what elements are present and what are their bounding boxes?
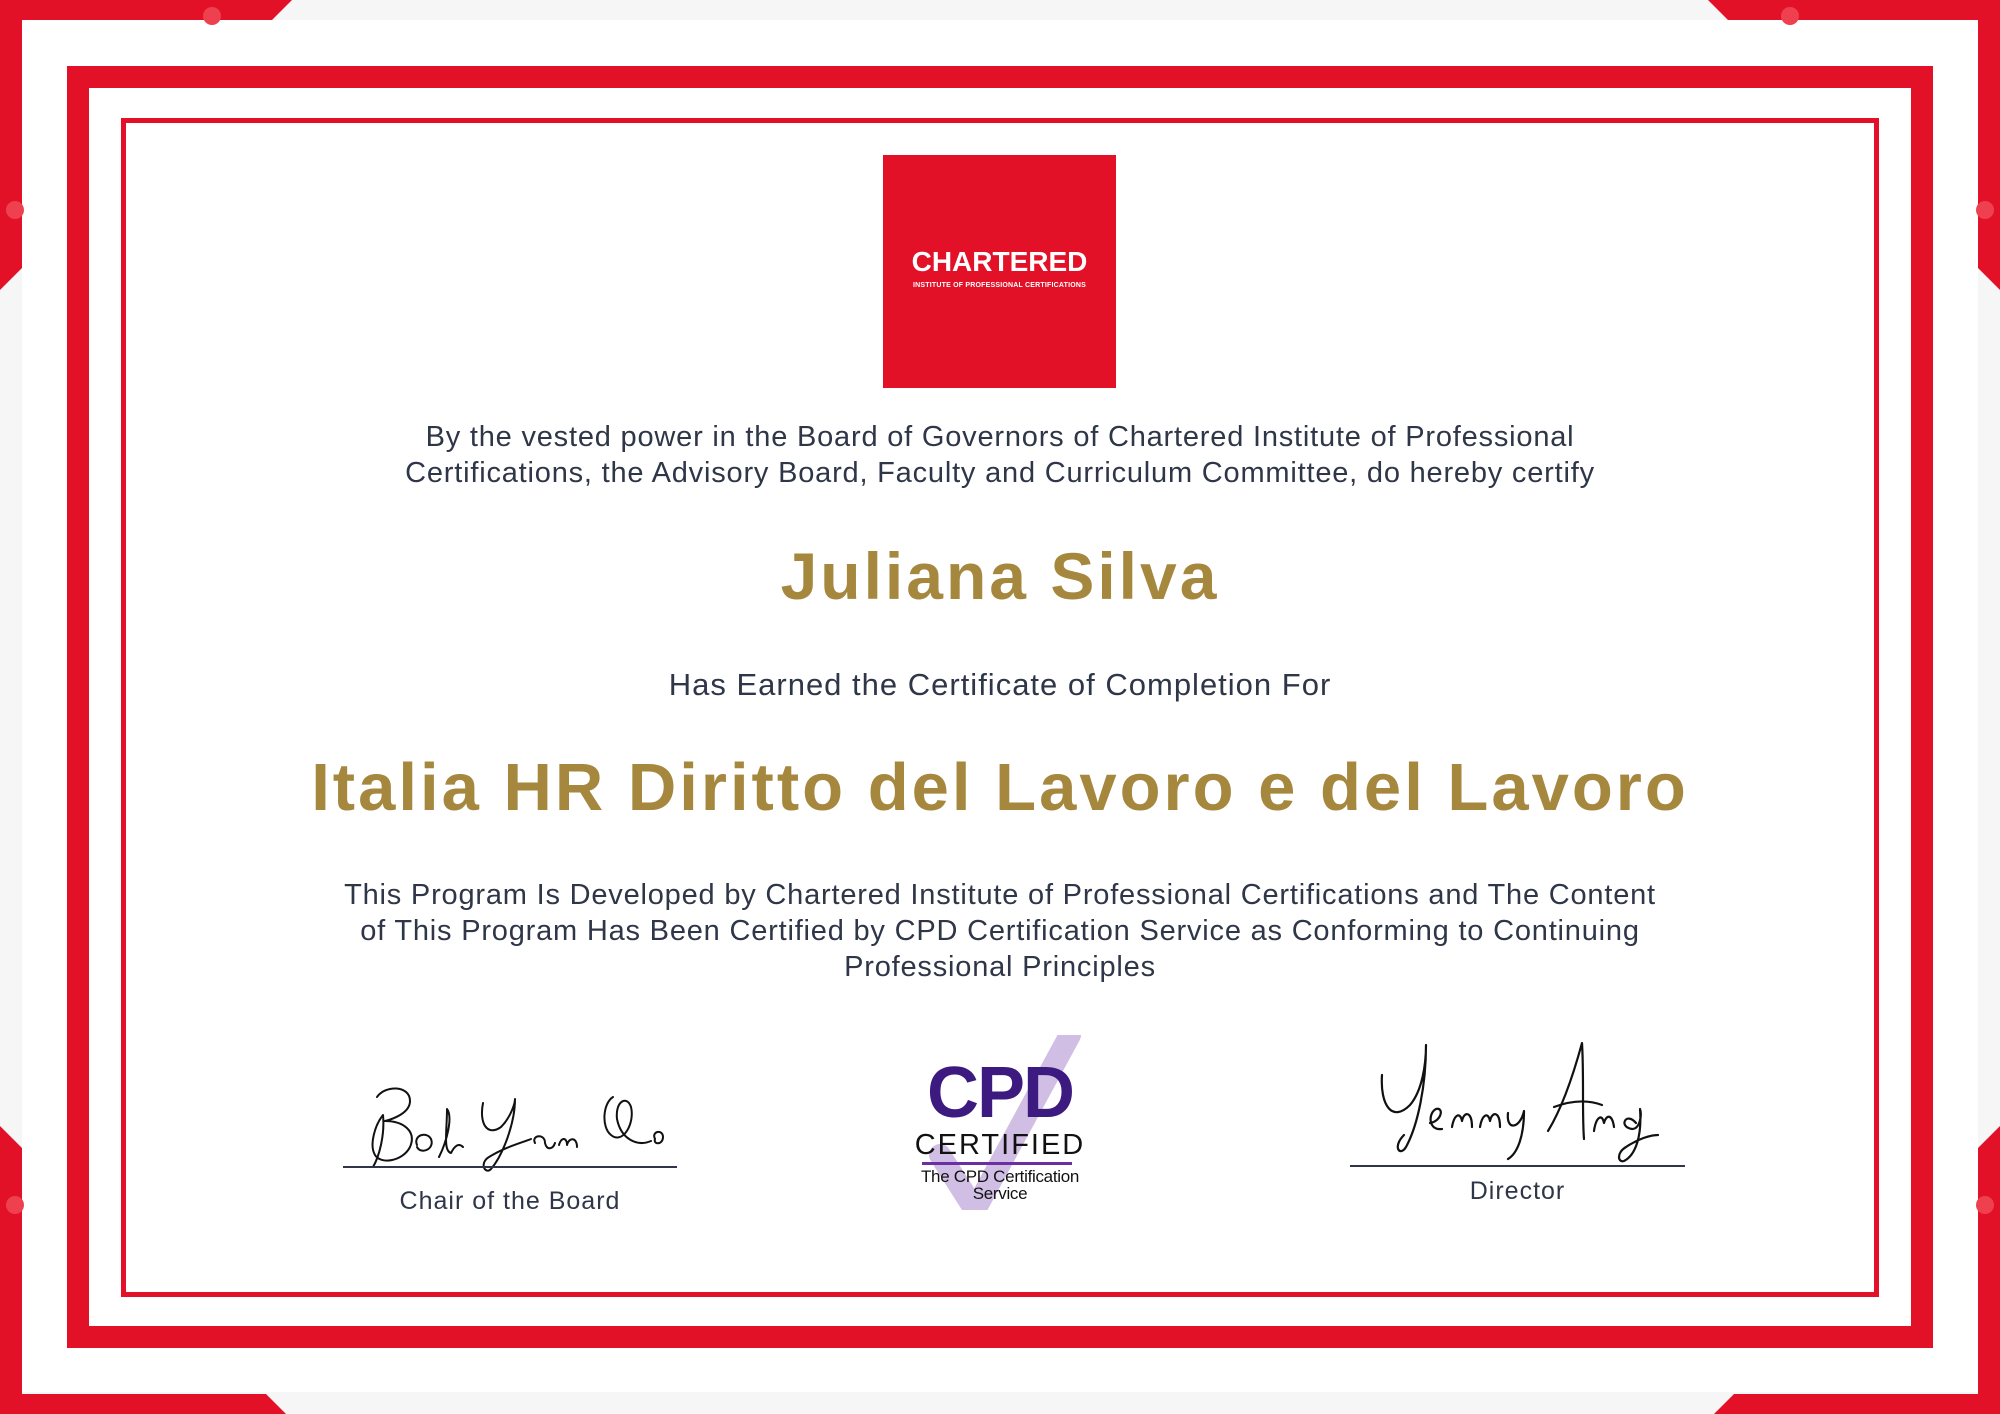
cpd-service-line-1: The CPD Certification <box>920 1167 1080 1186</box>
cpd-logo-text: CPD <box>926 1053 1073 1133</box>
logo-subtitle: INSTITUTE OF PROFESSIONAL CERTIFICATIONS <box>912 282 1087 289</box>
logo-title: CHARTERED <box>911 246 1088 277</box>
program-line-1: This Program Is Developed by Chartered Institute of Professional Certifications and The Content <box>344 879 1656 911</box>
signature-title-right: Director <box>1469 1177 1566 1205</box>
cpd-certified-text: CERTIFIED <box>914 1129 1086 1161</box>
signature-left <box>355 1065 675 1175</box>
intro-line-1: By the vested power in the Board of Governors of Chartered Institute of Professional <box>425 421 1575 453</box>
chartered-logo <box>883 155 1116 388</box>
signature-right <box>1370 1035 1670 1170</box>
cpd-service-line-2: Service <box>972 1184 1028 1203</box>
earned-text: Has Earned the Certificate of Completion For <box>668 667 1332 702</box>
signature-title-left: Chair of the Board <box>399 1187 621 1215</box>
course-title: Italia HR Diritto del Lavoro e del Lavoro <box>311 750 1689 825</box>
signature-line-right <box>1350 1165 1685 1167</box>
program-line-3: Professional Principles <box>844 951 1156 983</box>
cpd-underline <box>922 1162 1072 1165</box>
cpd-certified-badge <box>900 1035 1100 1210</box>
program-line-2: of This Program Has Been Certified by CPD Certification Service as Conforming to Continuing <box>360 915 1640 947</box>
signature-line-left <box>343 1166 677 1168</box>
cpd-service-text <box>900 1168 1100 1202</box>
intro-line-2: Certifications, the Advisory Board, Faculty and Curriculum Committee, do hereby certify <box>405 457 1595 489</box>
recipient-name: Juliana Silva <box>780 539 1220 613</box>
